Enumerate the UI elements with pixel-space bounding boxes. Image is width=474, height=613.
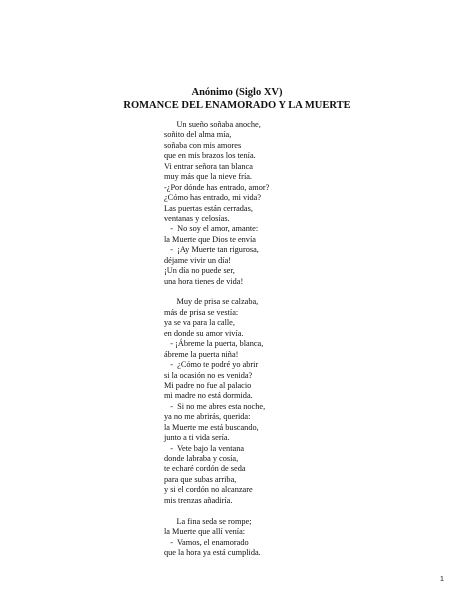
poem-line: Un sueño soñaba anoche, (164, 120, 261, 129)
poem-line: - ¿Cómo te podré yo abrir (164, 360, 259, 370)
stanza (164, 297, 454, 506)
poem-line: - ¡Ábreme la puerta, blanca, (164, 339, 264, 349)
poem-line: muy más que la nieve fría. (164, 172, 253, 182)
stanza (164, 517, 454, 559)
poem-line: Las puertas están cerradas, (164, 203, 253, 213)
poem-line: y si el cordón no alcanzare (164, 485, 253, 495)
poem-line: soñaba con mis amores (164, 140, 242, 150)
poem-line: más de prisa se vestía: (164, 307, 239, 317)
poem-line: mi madre no está dormida. (164, 391, 253, 401)
poem-line: - No soy el amor, amante: (164, 224, 259, 234)
page-number: 1 (440, 576, 444, 583)
poem-line: soñito del alma mía, (164, 130, 232, 140)
poem-line: ya no me abrirás, querida: (164, 412, 251, 422)
poem-line: que en mis brazos los tenía. (164, 151, 256, 161)
poem-line: - Vamos, el enamorado (164, 537, 249, 547)
poem-line: -¿Por dónde has entrado, amor? (164, 182, 270, 192)
poem-line: déjame vivir un día! (164, 255, 232, 265)
poem-line: ¿Cómo has entrado, mi vida? (164, 193, 262, 203)
poem-line: - Si no me abres esta noche, (164, 401, 266, 411)
poem-line: Mi padre no fue al palacio (164, 380, 252, 390)
poem-line: la Muerte que Dios te envía (164, 234, 256, 244)
author-heading: Anónimo (Siglo XV) (191, 87, 283, 98)
document-header (0, 86, 474, 112)
poem-title: ROMANCE DEL ENAMORADO Y LA MUERTE (123, 100, 351, 111)
poem-line: mis trenzas añadiría. (164, 495, 233, 505)
poem-line: ventanas y celosías. (164, 213, 230, 223)
poem-line: ¡Un día no puede ser, (164, 266, 235, 276)
poem-line: la Muerte que allí venía: (164, 527, 246, 537)
poem-line: - ¡Ay Muerte tan rigurosa, (164, 245, 259, 255)
poem-body (164, 120, 454, 558)
poem-line: Vi entrar señora tan blanca (164, 161, 253, 171)
poem-line: para que subas arriba, (164, 474, 237, 484)
poem-line: ábreme la puerta niña! (164, 349, 239, 359)
poem-line: la Muerte me está buscando, (164, 422, 259, 432)
poem-line: donde labraba y cosía, (164, 454, 239, 463)
poem-line: en donde su amor vivía. (164, 328, 244, 338)
poem-line: si la ocasión no es venida? (164, 370, 253, 380)
poem-line: una hora tienes de vida! (164, 276, 244, 286)
poem-line: junto a ti vida sería. (164, 433, 230, 443)
poem-line: que la hora ya está cumplida. (164, 547, 261, 557)
stanza (164, 120, 454, 287)
stanza-gap (164, 287, 454, 297)
poem-line: La fina seda se rompe; (164, 516, 252, 526)
stanza-gap (164, 506, 454, 516)
poem-line: - Vete bajo la ventana (164, 443, 245, 453)
poem-line: Muy de prisa se calzaba, (164, 297, 259, 307)
poem-line: te echaré cordón de seda (164, 464, 246, 474)
poem-line: ya se va para la calle, (164, 318, 235, 328)
